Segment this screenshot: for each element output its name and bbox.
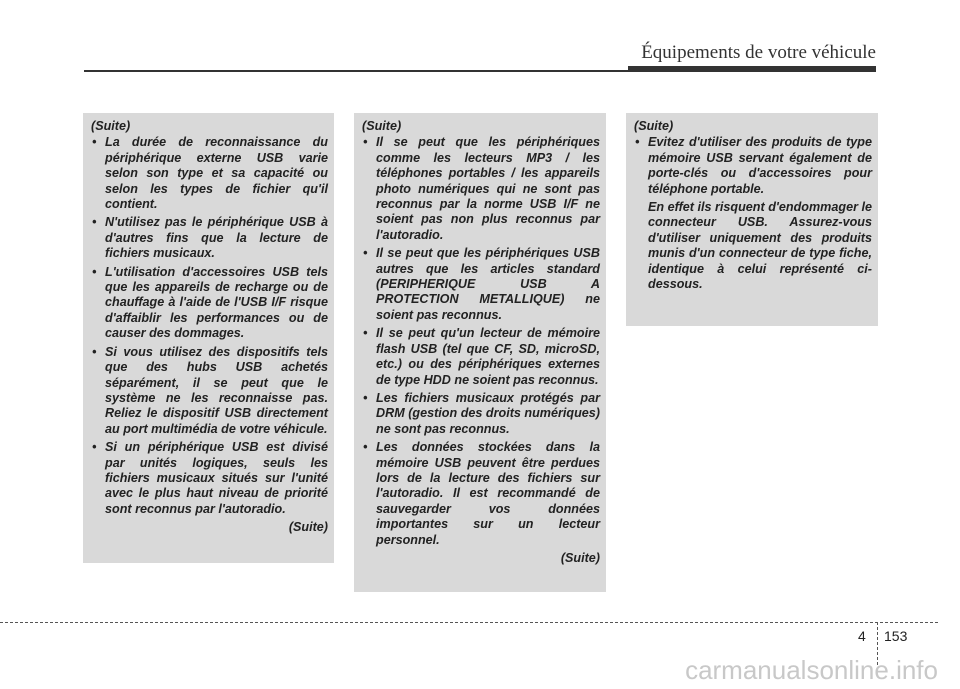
notice-list [362,135,600,548]
bullet-icon: • [363,326,368,341]
notice-list [91,135,328,517]
list-item [362,326,600,388]
page-number: 153 [884,628,908,644]
continued-footer-label: (Suite) [288,520,328,535]
bullet-icon: • [363,440,368,455]
list-item [91,135,328,212]
notice-box-3 [626,113,878,326]
bullet-icon: • [92,344,97,359]
notice-box-1 [83,113,334,563]
list-item [362,246,600,323]
list-item-text: Evitez d'utiliser des produits de type mémoire USB servant également de porte-clés ou d'accessoires pour téléphone portable. [648,135,872,196]
list-item-text: L'utilisation d'accessoires USB tels que les appareils de recharge ou de chauffage à l'aide de l'USB I/F risque d'affaiblir les performances ou de causer des dommages. [105,264,328,341]
list-item [91,345,328,437]
footer-rule [0,622,938,623]
list-item [634,135,872,197]
list-item-text: Si vous utilisez des dispositifs tels que des hubs USB achetés séparément, il se peut que le système ne les reconnaisse pas. Reliez le dispositif USB directement au port multimédia de votre véhicule. [105,344,328,436]
section-title: Équipements de votre véhicule [641,42,876,63]
list-item-continuation: En effet ils risquent d'endommager le connecteur USB. Assurez-vous d'utiliser uniquement des produits munis d'un connecteur de type fiche, identique à celui représenté ci-dessous. [648,200,872,292]
list-item-text: Il se peut que les périphériques comme les lecteurs MP3 / les téléphones portables / les appareils photo numériques qui ne sont pas reconnus par la norme USB I/F ne soient pas non plus reconnus par l'autoradio. [376,135,600,242]
continued-footer-label: (Suite) [560,550,600,565]
list-item-text: La durée de reconnaissance du périphérique externe USB varie selon son type et sa capacité ou selon les types de fichier qu'il contient. [105,135,328,212]
bullet-icon: • [92,135,97,150]
list-item [91,265,328,342]
bullet-icon: • [363,135,368,150]
notice-list [634,135,872,197]
bullet-icon: • [363,246,368,261]
list-item [362,391,600,437]
list-item-text: Il se peut qu'un lecteur de mémoire flash USB (tel que CF, SD, microSD, etc.) ou des périphériques externes de type HDD ne soient pas reconnus. [376,326,600,387]
watermark: carmanualsonline.info [685,655,938,685]
list-item-text: Il se peut que les périphériques USB autres que les articles standard (PERIPHERIQUE USB A PROTECTION METALLIQUE) ne soient pas reconnus. [376,246,600,322]
continued-label: (Suite) [634,119,674,133]
bullet-icon: • [92,440,97,455]
continued-label: (Suite) [362,119,402,133]
bullet-icon: • [92,215,97,230]
bullet-icon: • [363,390,368,405]
list-item-text: Les données stockées dans la mémoire USB peuvent être perdues lors de la lecture des fichiers sur l'autoradio. Il est recommandé de sauvegarder vos données importantes sur un lecteur personnel. [376,440,600,547]
bullet-icon: • [635,135,640,150]
list-item-text: Les fichiers musicaux protégés par DRM (gestion des droits numériques) ne sont pas reconnus. [376,390,600,436]
header-rule [84,70,874,72]
list-item-text: Si un périphérique USB est divisé par unités logiques, seuls les fichiers musicaux situés sur l'unité avec le plus haut niveau de priorité sont reconnus par l'autoradio. [105,440,328,516]
list-item [362,135,600,243]
bullet-icon: • [92,264,97,279]
list-item-text: N'utilisez pas le périphérique USB à d'autres fins que la lecture de fichiers musicaux. [105,215,328,261]
list-item [91,440,328,517]
list-item [362,440,600,548]
chapter-number: 4 [858,628,866,644]
list-item [91,215,328,261]
continued-label: (Suite) [91,119,131,133]
notice-box-2 [354,113,606,592]
